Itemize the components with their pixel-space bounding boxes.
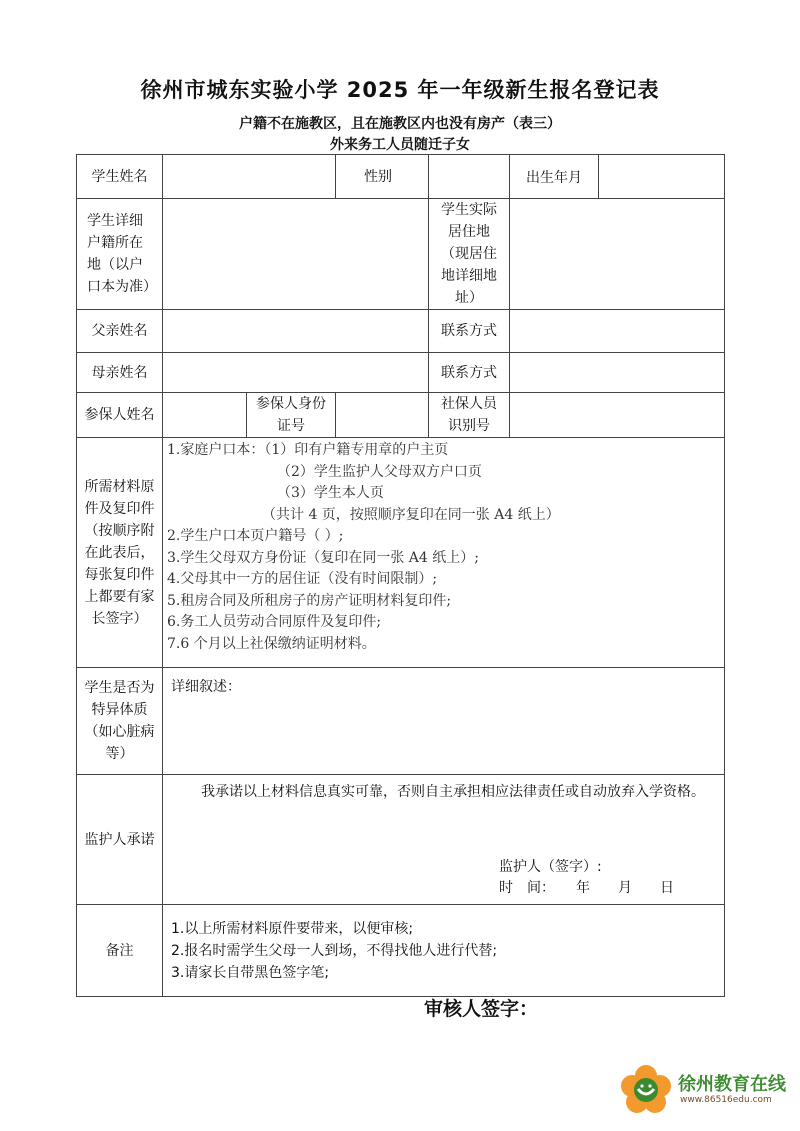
registration-form	[76, 154, 725, 997]
mother-contact-field[interactable]	[510, 353, 725, 393]
residence-field[interactable]	[510, 199, 725, 310]
father-contact-label: 联系方式	[429, 310, 510, 353]
materials-item: 1.家庭户口本：（1）印有户籍专用章的户主页	[167, 442, 449, 458]
subtitle-category: 户籍不在施教区，且在施教区内也没有房产（表三）	[239, 116, 561, 132]
insured-name-field[interactable]	[163, 393, 247, 438]
site-logo	[616, 1062, 786, 1122]
promise-text: 我承诺以上材料信息真实可靠，否则自主承担相应法律责任或自动放弃入学资格。	[201, 784, 705, 800]
gender-label: 性别	[336, 155, 429, 199]
flower-logo-icon	[616, 1062, 676, 1120]
guardian-promise-cell	[163, 775, 725, 905]
gender-field[interactable]	[429, 155, 510, 199]
materials-item: 3.学生父母双方身份证（复印在同一张 A4 纸上）;	[167, 549, 479, 566]
materials-item: （2）学生监护人父母双方户口页	[277, 463, 482, 480]
materials-item: 6.务工人员劳动合同原件及复印件;	[167, 614, 382, 630]
special-condition-field[interactable]	[163, 668, 725, 775]
logo-text: 徐州教育在线	[678, 1074, 786, 1095]
father-name-label: 父亲姓名	[77, 310, 163, 353]
social-security-label: 社保人员识别号	[429, 393, 510, 438]
special-detail-label: 详细叙述：	[171, 679, 241, 695]
notes-item: 3.请家长自带黑色签字笔;	[171, 964, 330, 981]
subtitle-group: 外来务工人员随迁子女	[330, 137, 470, 153]
hukou-address-field[interactable]	[163, 199, 429, 310]
notes-list	[163, 905, 725, 997]
insured-name-label: 参保人姓名	[77, 393, 163, 438]
materials-item: 7.6 个月以上社保缴纳证明材料。	[167, 635, 376, 652]
residence-label: 学生实际居住地（现居住地详细地址）	[429, 199, 510, 310]
notes-item: 2.报名时需学生父母一人到场，不得找他人进行代替;	[171, 942, 498, 959]
mother-contact-label: 联系方式	[429, 353, 510, 393]
materials-item: 5.租房合同及所租房子的房产证明材料复印件;	[167, 592, 452, 609]
notes-item: 1.以上所需材料原件要带来，以便审核;	[171, 920, 414, 937]
student-name-label: 学生姓名	[77, 155, 163, 199]
insured-id-label: 参保人身份证号	[247, 393, 336, 438]
materials-item: 4.父母其中一方的居住证（没有时间限制）;	[167, 571, 438, 587]
logo-url: www.86516edu.com	[680, 1095, 772, 1105]
materials-item: 2.学生户口本页户籍号（ ）;	[167, 528, 344, 544]
page-title: 徐州市城东实验小学 2025 年一年级新生报名登记表	[140, 78, 660, 102]
guardian-signature-label[interactable]: 监护人（签字）:	[499, 859, 602, 875]
student-name-field[interactable]	[163, 155, 336, 199]
birth-label: 出生年月	[510, 155, 599, 198]
father-contact-field[interactable]	[510, 310, 725, 353]
materials-item: （共计 4 页，按照顺序复印在同一张 A4 纸上）	[262, 506, 560, 523]
reviewer-signature-label: 审核人签字：	[424, 998, 539, 1020]
materials-item: （3）学生本人页	[277, 485, 384, 501]
materials-label: 所需材料原件及复印件（按顺序附在此表后，每张复印件上都要有家长签字）	[77, 438, 163, 668]
mother-name-field[interactable]	[163, 353, 429, 393]
father-name-field[interactable]	[163, 310, 429, 353]
guardian-promise-label: 监护人承诺	[77, 775, 163, 905]
materials-list	[163, 438, 725, 668]
birth-field[interactable]	[599, 155, 724, 198]
hukou-address-label: 学生详细户籍所在地（以户口本为准）	[77, 199, 163, 310]
insured-id-field[interactable]	[336, 393, 429, 438]
notes-label: 备注	[77, 905, 163, 997]
special-condition-label: 学生是否为特异体质（如心脏病等）	[77, 668, 163, 775]
signature-date-line: 时 间： 年 月 日	[499, 880, 674, 896]
social-security-field[interactable]	[510, 393, 725, 438]
mother-name-label: 母亲姓名	[77, 353, 163, 393]
